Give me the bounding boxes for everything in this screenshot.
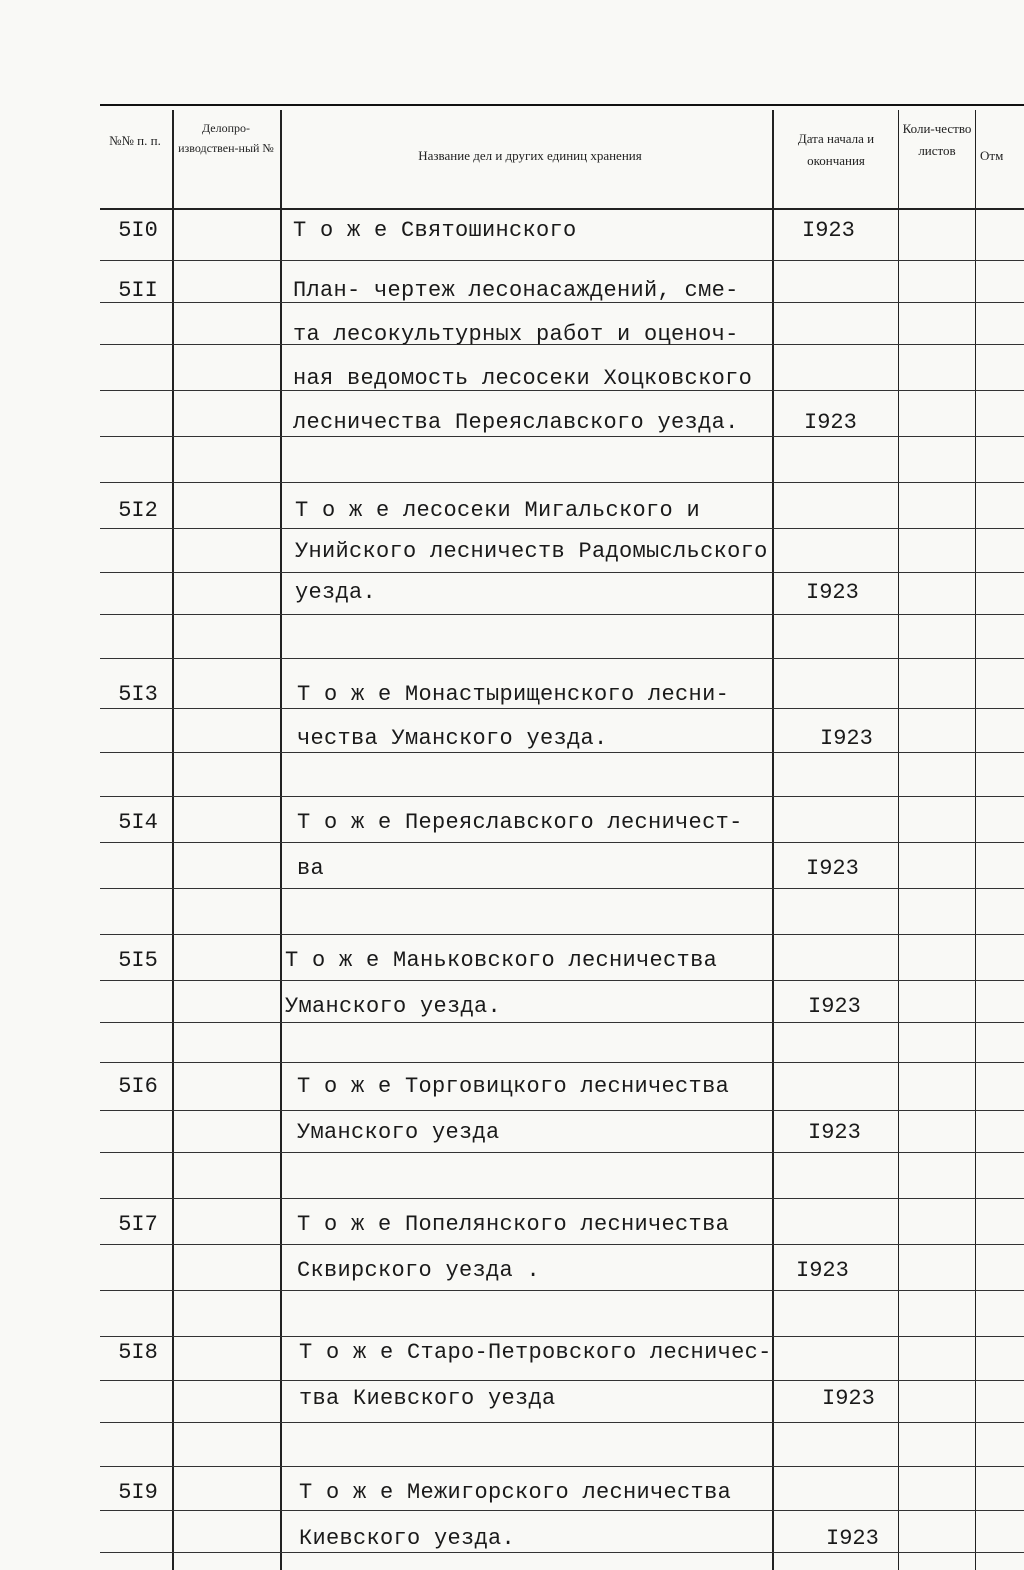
ruled-line (100, 614, 1024, 615)
row-title-line: Т о ж е Торговицкого лесничества (297, 1074, 730, 1099)
ruled-line (100, 1552, 1024, 1553)
ruled-line (100, 1422, 1024, 1423)
row-title-line: лесничества Переяславского уезда. (293, 410, 739, 435)
row-title-line: Т о ж е Монастырищенского лесни- (297, 682, 730, 707)
row-title-line: Уманского уезда (297, 1120, 500, 1145)
ruled-line (100, 1336, 1024, 1337)
ruled-line (100, 1244, 1024, 1245)
row-title-line: План- чертеж лесонасаждений, сме- (293, 278, 739, 303)
row-date: I923 (804, 410, 857, 435)
row-title-line: Т о ж е лесосеки Мигальского и (295, 498, 701, 523)
row-title-line: чества Уманского уезда. (297, 726, 608, 751)
ruled-line (100, 1510, 1024, 1511)
row-title-line: Т о ж е Маньковского лесничества (285, 948, 718, 973)
column-divider (172, 110, 174, 1570)
row-number: 5I7 (118, 1212, 158, 1237)
row-title-line: Т о ж е Святошинского (293, 218, 577, 243)
ruled-line (100, 1062, 1024, 1063)
ruled-line (100, 572, 1024, 573)
row-title-line: Унийского лесничеств Радомысльского (295, 539, 768, 564)
row-date: I923 (808, 994, 861, 1019)
ruled-line (100, 1152, 1024, 1153)
row-title-line: Киевского уезда. (299, 1526, 516, 1551)
header-col-number: №№ п. п. (109, 133, 161, 148)
ruled-line (100, 888, 1024, 889)
header-col-office-number: Делопро-изводствен-ный № (178, 121, 274, 155)
header-col-notes: Отм (980, 148, 1004, 163)
row-date: I923 (796, 1258, 849, 1283)
row-title-line: та лесокультурных работ и оценоч- (293, 322, 739, 347)
ruled-line (100, 1198, 1024, 1199)
row-date: I923 (802, 218, 855, 243)
row-date: I923 (806, 856, 859, 881)
header-bottom-border (100, 208, 1024, 210)
column-divider (975, 110, 976, 1570)
row-title-line: тва Киевского уезда (299, 1386, 556, 1411)
row-title-line: Сквирского уезда . (297, 1258, 541, 1283)
ruled-line (100, 980, 1024, 981)
header-col-dates: Дата начала и окончания (797, 131, 875, 168)
column-divider (772, 110, 774, 1570)
table-top-border (100, 104, 1024, 106)
ruled-line (100, 436, 1024, 437)
header-col-sheets: Коли-чество листов (902, 121, 972, 158)
ruled-line (100, 1022, 1024, 1023)
row-title-line: уезда. (295, 580, 377, 605)
row-number: 5I3 (118, 682, 158, 707)
row-date: I923 (808, 1120, 861, 1145)
row-date: I923 (806, 580, 859, 605)
row-number: 5I4 (118, 810, 158, 835)
column-divider (898, 110, 899, 1570)
ruled-line (100, 528, 1024, 529)
ruled-line (100, 708, 1024, 709)
ruled-line (100, 1110, 1024, 1111)
row-title-line: Уманского уезда. (285, 994, 502, 1019)
column-divider (280, 110, 282, 1570)
row-number: 5I2 (118, 498, 158, 523)
ruled-line (100, 260, 1024, 261)
ruled-line (100, 842, 1024, 843)
row-number: 5I6 (118, 1074, 158, 1099)
row-date: I923 (822, 1386, 875, 1411)
ruled-line (100, 1466, 1024, 1467)
row-title-line: ва (297, 856, 325, 881)
row-number: 5II (118, 278, 158, 303)
row-date: I923 (826, 1526, 879, 1551)
row-number: 5I8 (118, 1340, 158, 1365)
row-date: I923 (820, 726, 873, 751)
ruled-line (100, 482, 1024, 483)
ruled-line (100, 752, 1024, 753)
ruled-line (100, 796, 1024, 797)
header-col-title: Название дел и других единиц хранения (418, 148, 642, 163)
row-number: 5I9 (118, 1480, 158, 1505)
ruled-line (100, 1380, 1024, 1381)
ruled-line (100, 934, 1024, 935)
ruled-line (100, 658, 1024, 659)
row-title-line: Т о ж е Старо-Петровского лесничес- (299, 1340, 772, 1365)
row-number: 5I0 (118, 218, 158, 243)
row-number: 5I5 (118, 948, 158, 973)
row-title-line: Т о ж е Переяславского лесничест- (297, 810, 743, 835)
row-title-line: Т о ж е Попелянского лесничества (297, 1212, 730, 1237)
row-title-line: Т о ж е Межигорского лесничества (299, 1480, 732, 1505)
row-title-line: ная ведомость лесосеки Хоцковского (293, 366, 753, 391)
ruled-line (100, 1290, 1024, 1291)
